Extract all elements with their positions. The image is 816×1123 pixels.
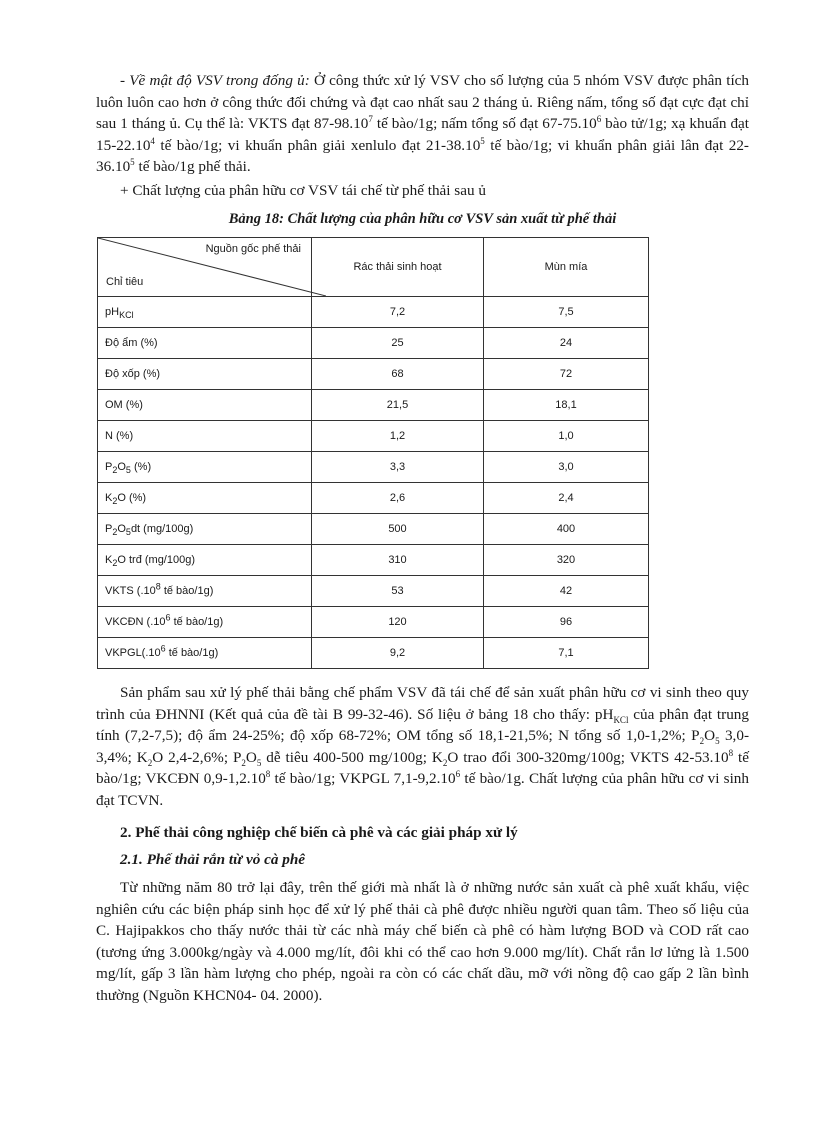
household-waste-value: 9,2 xyxy=(312,638,484,669)
indicator-cell: VKTS ($.10^8$ tế bào/1g) xyxy=(98,576,312,607)
document-page xyxy=(96,70,749,1006)
indicator-cell: $P_2O_5$ (%) xyxy=(98,452,312,483)
table-row xyxy=(98,638,649,669)
indicator-cell: VKCĐN ($.10^6$ tế bào/1g) xyxy=(98,607,312,638)
column-header-bagasse: Mùn mía xyxy=(484,238,649,297)
indicator-cell: $K_2O$ (%) xyxy=(98,483,312,514)
bagasse-value: 42 xyxy=(484,576,649,607)
corner-source-label: Nguồn gốc phế thải xyxy=(205,243,301,255)
bagasse-value: 3,0 xyxy=(484,452,649,483)
table-header-row xyxy=(98,238,649,297)
bagasse-value: 7,5 xyxy=(484,297,649,328)
household-waste-value: 500 xyxy=(312,514,484,545)
bullet-line: + Chất lượng của phân hữu cơ VSV tái chế từ phế thải sau ủ xyxy=(120,181,486,199)
household-waste-value: 3,3 xyxy=(312,452,484,483)
table-row xyxy=(98,421,649,452)
bagasse-value: 320 xyxy=(484,545,649,576)
indicator-cell: $VKPGL(.10^6$ tế bào/1g) xyxy=(98,638,312,669)
household-waste-value: 120 xyxy=(312,607,484,638)
section-heading: 2. Phế thải công nghiệp chế biến cà phê và các giải pháp xử lý xyxy=(120,824,518,841)
bagasse-value: 18,1 xyxy=(484,390,649,421)
column-header-household-waste: Rác thải sinh hoạt xyxy=(312,238,484,297)
indicator-cell: $K_2O$ trđ (mg/100g) xyxy=(98,545,312,576)
bagasse-value: 2,4 xyxy=(484,483,649,514)
table-corner-cell xyxy=(98,238,312,297)
indicator-cell: Độ xốp (%) xyxy=(98,359,312,390)
table-caption: Bảng 18: Chất lượng của phân hữu cơ VSV sản xuất từ phế thải xyxy=(228,211,617,227)
table-row xyxy=(98,576,649,607)
household-waste-value: 53 xyxy=(312,576,484,607)
bagasse-value: 72 xyxy=(484,359,649,390)
table-row xyxy=(98,545,649,576)
paragraph-coffee-waste: Từ những năm 80 trở lại đây, trên thế giới mà nhất là ở những nước sản xuất cà phê xuất khẩu, việc nghiên cứu các biện pháp sinh học để xử lý phế thải cà phê được nhiều người quan tâm. Theo số liệu của C. Hajipakkos cho thấy nước thải từ các nhà máy chế biến cà phê có hàm lượng BOD và COD rất cao (tương ứng 3.000kg/ngày và 4.000 mg/lít, đôi khi có thể cao hơn 9.000 mg/lít). Chất rắn lơ lửng là 1.500 mg/lít, gấp 3 lần hàm lượng cho phép, ngoài ra còn có các chất dầu, mỡ với nồng độ cao gấp 2 lần bình thường (Nguồn KHCN04- 04. 2000). xyxy=(96,879,749,1004)
table-row xyxy=(98,483,649,514)
table-row xyxy=(98,359,649,390)
household-waste-value: 2,6 xyxy=(312,483,484,514)
paragraph-product-quality: Sản phẩm sau xử lý phế thải bằng chế phẩm VSV đã tái chế để sản xuất phân hữu cơ vi sinh theo quy trình của ĐHNNI (Kết quả của đề tài B 99-32-46). Số liệu ở bảng 18 cho thấy: $pH_{KCl}$ của phân đạt trung tính (7,2-7,5); độ ẩm 24-25%; độ xốp 68-72%; OM tổng số 18,1-21,5%; N tổng số 1,0-1,2%; $P_2O_5$ 3,0-3,4%; $K_2O$ 2,4-2,6%; $P_2O_5$ dễ tiêu 400-500 mg/100g; $K_2O$ trao đổi 300-320mg/100g; VKTS 42-53.10$^8$ tế bào/1g; VKCĐN 0,9-1,2.10$^8$ tế bào/1g; VKPGL 7,1-9,2.10$^6$ tế bào/1g. Chất lượng của phân hữu cơ vi sinh đạt TCVN. xyxy=(96,684,750,809)
household-waste-value: 68 xyxy=(312,359,484,390)
table-row xyxy=(98,452,649,483)
corner-indicator-label: Chỉ tiêu xyxy=(106,276,144,288)
paragraph-microbe-density: - Về mật độ VSV trong đống ủ: Ở công thức xử lý VSV cho số lượng của 5 nhóm VSV được phân tích luôn luôn cao hơn ở công thức đối chứng và đạt cao nhất sau 2 tháng ủ. Riêng nấm, tổng số đạt cực đạt chỉ sau 1 tháng ủ. Cụ thể là: VKTS đạt 87-98.10$^7$ tế bào/1g; nấm tổng số đạt 67-75.10$^6$ bào tử/1g; xạ khuẩn đạt 15-22.10$^4$ tế bào/1g; vi khuẩn phân giải xenlulo đạt 21-38.10$^5$ tế bào/1g; vi khuẩn phân giải lân đạt 22-36.10$^5$ tế bào/1g phế thải. xyxy=(96,72,750,175)
indicator-cell: $pH_{KCl}$ xyxy=(98,297,312,328)
household-waste-value: 310 xyxy=(312,545,484,576)
subsection-heading: 2.1. Phế thải rắn từ vỏ cà phê xyxy=(120,850,306,868)
indicator-cell: $P_2O_5dt$ (mg/100g) xyxy=(98,514,312,545)
table-row xyxy=(98,514,649,545)
quality-table xyxy=(97,237,649,669)
indicator-cell: OM (%) xyxy=(98,390,312,421)
table-row xyxy=(98,607,649,638)
table-row xyxy=(98,328,649,359)
indicator-cell: N (%) xyxy=(98,421,312,452)
indicator-cell: Độ ẩm (%) xyxy=(98,328,312,359)
table-row xyxy=(98,297,649,328)
table-row xyxy=(98,390,649,421)
household-waste-value: 1,2 xyxy=(312,421,484,452)
household-waste-value: 21,5 xyxy=(312,390,484,421)
bagasse-value: 1,0 xyxy=(484,421,649,452)
bagasse-value: 400 xyxy=(484,514,649,545)
bagasse-value: 7,1 xyxy=(484,638,649,669)
lead-phrase: - Về mật độ VSV trong đống ủ: xyxy=(120,72,310,89)
bagasse-value: 24 xyxy=(484,328,649,359)
household-waste-value: 7,2 xyxy=(312,297,484,328)
household-waste-value: 25 xyxy=(312,328,484,359)
bagasse-value: 96 xyxy=(484,607,649,638)
